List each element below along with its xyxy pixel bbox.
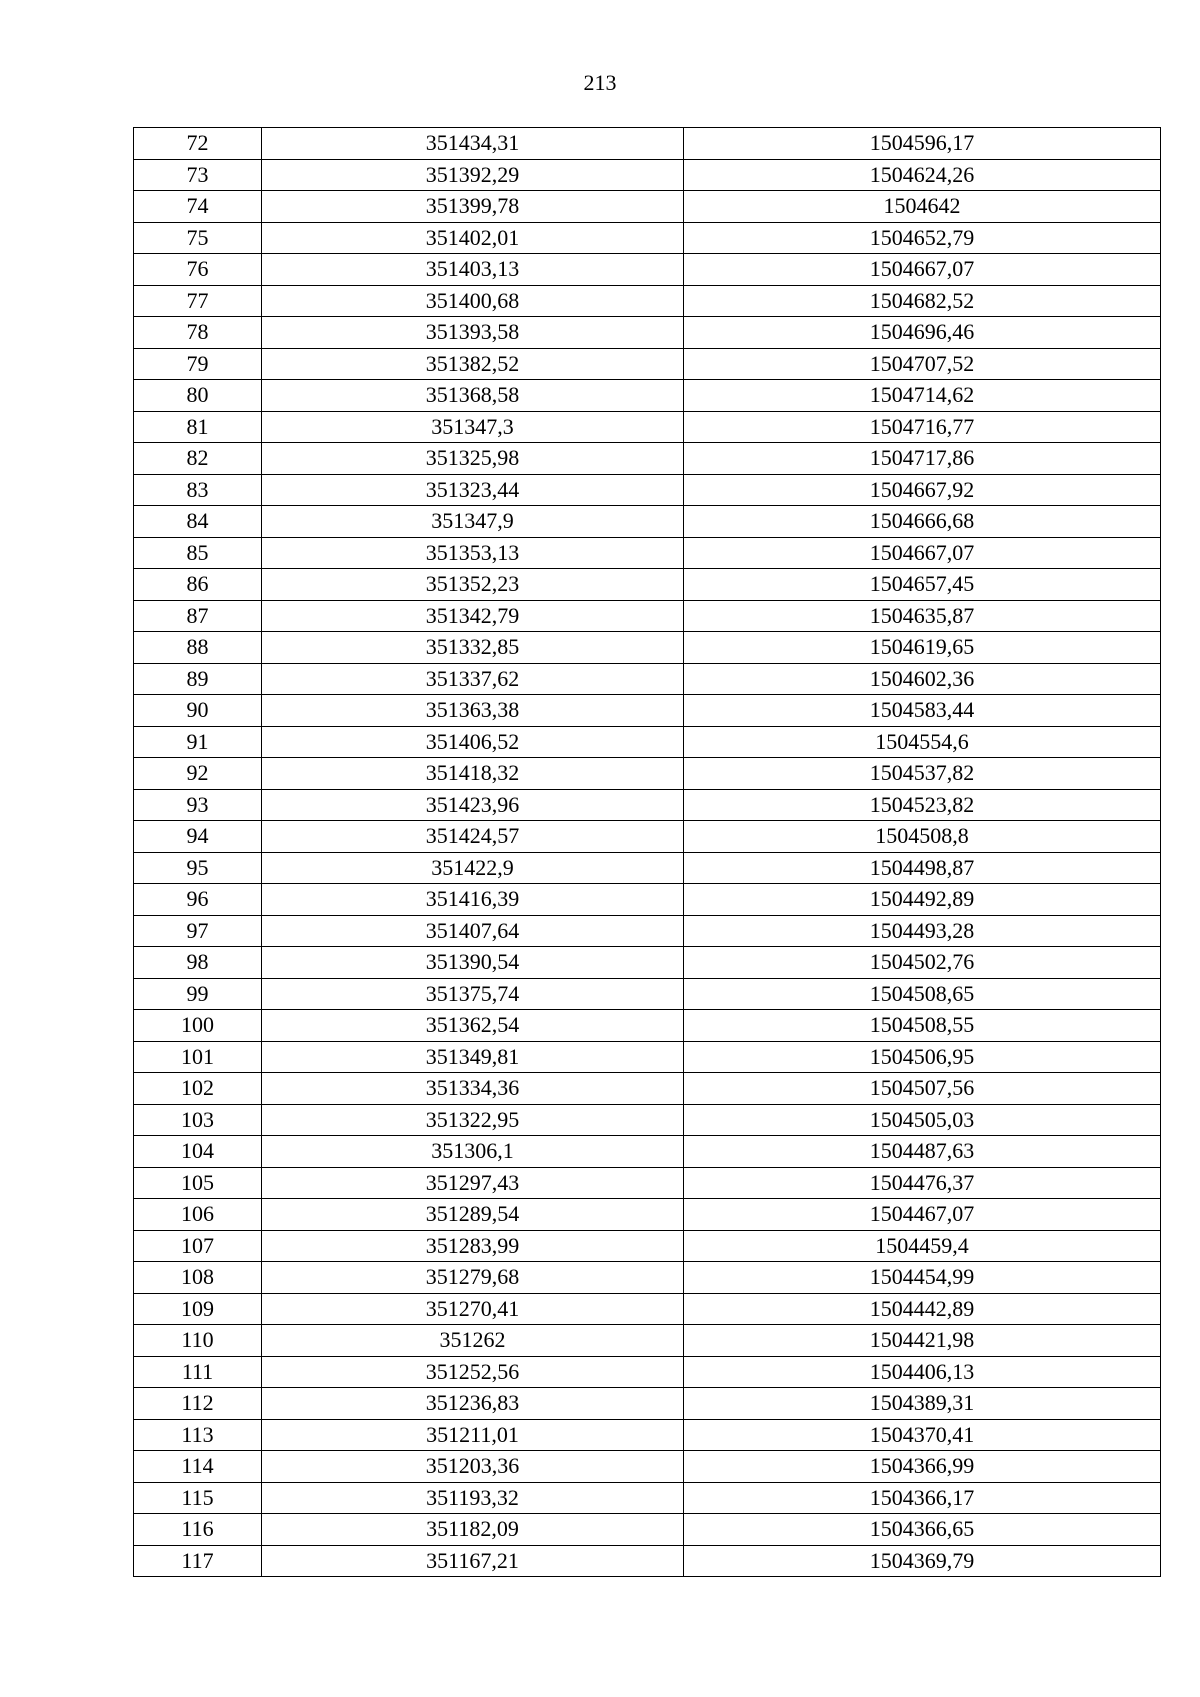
table-row xyxy=(134,1388,1161,1420)
y-coordinate-cell: 1504498,87 xyxy=(684,852,1161,884)
point-number-cell: 77 xyxy=(134,285,262,317)
y-coordinate-cell: 1504505,03 xyxy=(684,1104,1161,1136)
y-coordinate-cell: 1504554,6 xyxy=(684,726,1161,758)
x-coordinate-cell: 351182,09 xyxy=(262,1514,684,1546)
y-coordinate-cell: 1504508,55 xyxy=(684,1010,1161,1042)
y-coordinate-cell: 1504717,86 xyxy=(684,443,1161,475)
y-coordinate-cell: 1504642 xyxy=(684,191,1161,223)
x-coordinate-cell: 351332,85 xyxy=(262,632,684,664)
y-coordinate-cell: 1504624,26 xyxy=(684,159,1161,191)
y-coordinate-cell: 1504507,56 xyxy=(684,1073,1161,1105)
point-number-cell: 108 xyxy=(134,1262,262,1294)
point-number-cell: 106 xyxy=(134,1199,262,1231)
point-number-cell: 105 xyxy=(134,1167,262,1199)
table-row xyxy=(134,1104,1161,1136)
point-number-cell: 79 xyxy=(134,348,262,380)
x-coordinate-cell: 351342,79 xyxy=(262,600,684,632)
y-coordinate-cell: 1504406,13 xyxy=(684,1356,1161,1388)
table-row xyxy=(134,128,1161,160)
point-number-cell: 82 xyxy=(134,443,262,475)
x-coordinate-cell: 351392,29 xyxy=(262,159,684,191)
table-row xyxy=(134,695,1161,727)
table-row xyxy=(134,317,1161,349)
table-row xyxy=(134,852,1161,884)
point-number-cell: 107 xyxy=(134,1230,262,1262)
y-coordinate-cell: 1504369,79 xyxy=(684,1545,1161,1577)
x-coordinate-cell: 351363,38 xyxy=(262,695,684,727)
x-coordinate-cell: 351236,83 xyxy=(262,1388,684,1420)
y-coordinate-cell: 1504602,36 xyxy=(684,663,1161,695)
table-row xyxy=(134,978,1161,1010)
point-number-cell: 93 xyxy=(134,789,262,821)
table-row xyxy=(134,1136,1161,1168)
x-coordinate-cell: 351337,62 xyxy=(262,663,684,695)
y-coordinate-cell: 1504596,17 xyxy=(684,128,1161,160)
table-row xyxy=(134,285,1161,317)
coordinates-table-body xyxy=(134,128,1161,1577)
table-row xyxy=(134,1325,1161,1357)
table-row xyxy=(134,1545,1161,1577)
point-number-cell: 115 xyxy=(134,1482,262,1514)
y-coordinate-cell: 1504696,46 xyxy=(684,317,1161,349)
point-number-cell: 86 xyxy=(134,569,262,601)
x-coordinate-cell: 351289,54 xyxy=(262,1199,684,1231)
table-row xyxy=(134,254,1161,286)
table-row xyxy=(134,569,1161,601)
x-coordinate-cell: 351203,36 xyxy=(262,1451,684,1483)
x-coordinate-cell: 351423,96 xyxy=(262,789,684,821)
table-row xyxy=(134,411,1161,443)
y-coordinate-cell: 1504657,45 xyxy=(684,569,1161,601)
table-row xyxy=(134,506,1161,538)
coordinates-table xyxy=(133,127,1161,1577)
x-coordinate-cell: 351347,9 xyxy=(262,506,684,538)
point-number-cell: 111 xyxy=(134,1356,262,1388)
table-row xyxy=(134,884,1161,916)
y-coordinate-cell: 1504442,89 xyxy=(684,1293,1161,1325)
y-coordinate-cell: 1504682,52 xyxy=(684,285,1161,317)
point-number-cell: 78 xyxy=(134,317,262,349)
point-number-cell: 73 xyxy=(134,159,262,191)
point-number-cell: 91 xyxy=(134,726,262,758)
table-row xyxy=(134,1356,1161,1388)
point-number-cell: 117 xyxy=(134,1545,262,1577)
point-number-cell: 114 xyxy=(134,1451,262,1483)
x-coordinate-cell: 351334,36 xyxy=(262,1073,684,1105)
table-row xyxy=(134,348,1161,380)
y-coordinate-cell: 1504459,4 xyxy=(684,1230,1161,1262)
x-coordinate-cell: 351406,52 xyxy=(262,726,684,758)
y-coordinate-cell: 1504667,07 xyxy=(684,537,1161,569)
table-row xyxy=(134,380,1161,412)
table-row xyxy=(134,1262,1161,1294)
table-row xyxy=(134,1230,1161,1262)
table-row xyxy=(134,663,1161,695)
x-coordinate-cell: 351323,44 xyxy=(262,474,684,506)
x-coordinate-cell: 351422,9 xyxy=(262,852,684,884)
table-row xyxy=(134,159,1161,191)
point-number-cell: 75 xyxy=(134,222,262,254)
table-row xyxy=(134,222,1161,254)
table-row xyxy=(134,726,1161,758)
point-number-cell: 72 xyxy=(134,128,262,160)
x-coordinate-cell: 351347,3 xyxy=(262,411,684,443)
y-coordinate-cell: 1504707,52 xyxy=(684,348,1161,380)
x-coordinate-cell: 351353,13 xyxy=(262,537,684,569)
table-row xyxy=(134,1167,1161,1199)
point-number-cell: 92 xyxy=(134,758,262,790)
table-row xyxy=(134,758,1161,790)
y-coordinate-cell: 1504652,79 xyxy=(684,222,1161,254)
y-coordinate-cell: 1504389,31 xyxy=(684,1388,1161,1420)
point-number-cell: 76 xyxy=(134,254,262,286)
point-number-cell: 104 xyxy=(134,1136,262,1168)
table-row xyxy=(134,1419,1161,1451)
x-coordinate-cell: 351322,95 xyxy=(262,1104,684,1136)
y-coordinate-cell: 1504467,07 xyxy=(684,1199,1161,1231)
y-coordinate-cell: 1504667,92 xyxy=(684,474,1161,506)
y-coordinate-cell: 1504366,17 xyxy=(684,1482,1161,1514)
x-coordinate-cell: 351167,21 xyxy=(262,1545,684,1577)
table-row xyxy=(134,191,1161,223)
y-coordinate-cell: 1504716,77 xyxy=(684,411,1161,443)
point-number-cell: 100 xyxy=(134,1010,262,1042)
x-coordinate-cell: 351270,41 xyxy=(262,1293,684,1325)
table-row xyxy=(134,1199,1161,1231)
x-coordinate-cell: 351407,64 xyxy=(262,915,684,947)
y-coordinate-cell: 1504493,28 xyxy=(684,915,1161,947)
y-coordinate-cell: 1504523,82 xyxy=(684,789,1161,821)
x-coordinate-cell: 351424,57 xyxy=(262,821,684,853)
x-coordinate-cell: 351400,68 xyxy=(262,285,684,317)
table-row xyxy=(134,1293,1161,1325)
table-row xyxy=(134,600,1161,632)
point-number-cell: 109 xyxy=(134,1293,262,1325)
point-number-cell: 88 xyxy=(134,632,262,664)
y-coordinate-cell: 1504583,44 xyxy=(684,695,1161,727)
point-number-cell: 97 xyxy=(134,915,262,947)
x-coordinate-cell: 351368,58 xyxy=(262,380,684,412)
point-number-cell: 90 xyxy=(134,695,262,727)
point-number-cell: 101 xyxy=(134,1041,262,1073)
point-number-cell: 116 xyxy=(134,1514,262,1546)
point-number-cell: 85 xyxy=(134,537,262,569)
point-number-cell: 84 xyxy=(134,506,262,538)
table-row xyxy=(134,789,1161,821)
x-coordinate-cell: 351352,23 xyxy=(262,569,684,601)
point-number-cell: 98 xyxy=(134,947,262,979)
point-number-cell: 89 xyxy=(134,663,262,695)
table-row xyxy=(134,537,1161,569)
table-row xyxy=(134,632,1161,664)
x-coordinate-cell: 351349,81 xyxy=(262,1041,684,1073)
x-coordinate-cell: 351297,43 xyxy=(262,1167,684,1199)
table-row xyxy=(134,1514,1161,1546)
y-coordinate-cell: 1504454,99 xyxy=(684,1262,1161,1294)
y-coordinate-cell: 1504370,41 xyxy=(684,1419,1161,1451)
y-coordinate-cell: 1504502,76 xyxy=(684,947,1161,979)
y-coordinate-cell: 1504714,62 xyxy=(684,380,1161,412)
x-coordinate-cell: 351325,98 xyxy=(262,443,684,475)
table-row xyxy=(134,1041,1161,1073)
y-coordinate-cell: 1504492,89 xyxy=(684,884,1161,916)
x-coordinate-cell: 351418,32 xyxy=(262,758,684,790)
y-coordinate-cell: 1504366,65 xyxy=(684,1514,1161,1546)
x-coordinate-cell: 351279,68 xyxy=(262,1262,684,1294)
table-row xyxy=(134,443,1161,475)
x-coordinate-cell: 351193,32 xyxy=(262,1482,684,1514)
y-coordinate-cell: 1504421,98 xyxy=(684,1325,1161,1357)
point-number-cell: 81 xyxy=(134,411,262,443)
point-number-cell: 99 xyxy=(134,978,262,1010)
y-coordinate-cell: 1504487,63 xyxy=(684,1136,1161,1168)
y-coordinate-cell: 1504508,8 xyxy=(684,821,1161,853)
x-coordinate-cell: 351375,74 xyxy=(262,978,684,1010)
y-coordinate-cell: 1504666,68 xyxy=(684,506,1161,538)
table-row xyxy=(134,915,1161,947)
x-coordinate-cell: 351382,52 xyxy=(262,348,684,380)
table-row xyxy=(134,947,1161,979)
table-row xyxy=(134,1482,1161,1514)
y-coordinate-cell: 1504619,65 xyxy=(684,632,1161,664)
x-coordinate-cell: 351362,54 xyxy=(262,1010,684,1042)
x-coordinate-cell: 351211,01 xyxy=(262,1419,684,1451)
point-number-cell: 110 xyxy=(134,1325,262,1357)
y-coordinate-cell: 1504476,37 xyxy=(684,1167,1161,1199)
x-coordinate-cell: 351262 xyxy=(262,1325,684,1357)
point-number-cell: 83 xyxy=(134,474,262,506)
table-row xyxy=(134,474,1161,506)
table-row xyxy=(134,1010,1161,1042)
x-coordinate-cell: 351402,01 xyxy=(262,222,684,254)
point-number-cell: 94 xyxy=(134,821,262,853)
y-coordinate-cell: 1504508,65 xyxy=(684,978,1161,1010)
y-coordinate-cell: 1504635,87 xyxy=(684,600,1161,632)
table-row xyxy=(134,1451,1161,1483)
point-number-cell: 74 xyxy=(134,191,262,223)
point-number-cell: 103 xyxy=(134,1104,262,1136)
x-coordinate-cell: 351416,39 xyxy=(262,884,684,916)
x-coordinate-cell: 351306,1 xyxy=(262,1136,684,1168)
x-coordinate-cell: 351393,58 xyxy=(262,317,684,349)
page-number: 213 xyxy=(583,70,617,95)
point-number-cell: 102 xyxy=(134,1073,262,1105)
x-coordinate-cell: 351434,31 xyxy=(262,128,684,160)
point-number-cell: 96 xyxy=(134,884,262,916)
x-coordinate-cell: 351390,54 xyxy=(262,947,684,979)
point-number-cell: 113 xyxy=(134,1419,262,1451)
y-coordinate-cell: 1504506,95 xyxy=(684,1041,1161,1073)
x-coordinate-cell: 351252,56 xyxy=(262,1356,684,1388)
y-coordinate-cell: 1504366,99 xyxy=(684,1451,1161,1483)
point-number-cell: 112 xyxy=(134,1388,262,1420)
table-row xyxy=(134,1073,1161,1105)
x-coordinate-cell: 351399,78 xyxy=(262,191,684,223)
x-coordinate-cell: 351403,13 xyxy=(262,254,684,286)
table-row xyxy=(134,821,1161,853)
x-coordinate-cell: 351283,99 xyxy=(262,1230,684,1262)
point-number-cell: 95 xyxy=(134,852,262,884)
point-number-cell: 80 xyxy=(134,380,262,412)
y-coordinate-cell: 1504667,07 xyxy=(684,254,1161,286)
y-coordinate-cell: 1504537,82 xyxy=(684,758,1161,790)
point-number-cell: 87 xyxy=(134,600,262,632)
